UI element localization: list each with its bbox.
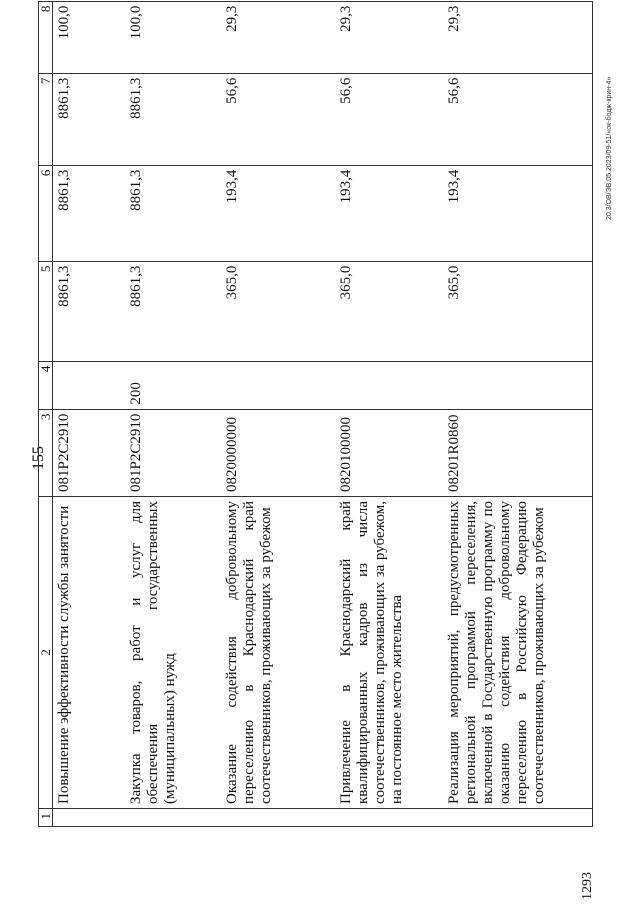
type-cell xyxy=(443,361,593,409)
table-row xyxy=(335,1,443,826)
table-row xyxy=(53,1,125,826)
value-cell: 8861,3 xyxy=(53,73,125,165)
column-header: 3 xyxy=(39,409,53,496)
column-header: 6 xyxy=(39,165,53,261)
value-cell: 8861,3 xyxy=(53,165,125,261)
code-cell: 0820000000 xyxy=(221,409,335,496)
value-cell: 193,4 xyxy=(335,165,443,261)
sheet-number: 1293 xyxy=(580,872,595,900)
code-cell: 081P2C2910 xyxy=(125,409,221,496)
budget-table xyxy=(38,1,593,827)
type-cell xyxy=(221,361,335,409)
page-number: 155 xyxy=(30,446,47,470)
row-number-cell xyxy=(221,809,335,827)
value-cell: 29,3 xyxy=(221,1,335,73)
value-cell: 193,4 xyxy=(221,165,335,261)
table-row xyxy=(125,1,221,826)
type-cell xyxy=(53,361,125,409)
column-header: 1 xyxy=(39,809,53,827)
column-header: 4 xyxy=(39,361,53,409)
value-cell: 365,0 xyxy=(335,261,443,361)
value-cell: 365,0 xyxy=(443,261,593,361)
description-cell: Привлечение в Краснодарский край квалифицированных кадров из числа соотечественников, проживающих за рубежом, на постоянное место жительства xyxy=(335,497,443,809)
table-row xyxy=(443,1,593,826)
code-cell: 08201R0860 xyxy=(443,409,593,496)
column-header: 2 xyxy=(39,497,53,809)
code-cell: 081P2C2910 xyxy=(53,409,125,496)
description-cell: Повышение эффективности службы занятости xyxy=(53,497,125,809)
column-header: 5 xyxy=(39,261,53,361)
value-cell: 29,3 xyxy=(335,1,443,73)
row-number-cell xyxy=(53,809,125,827)
value-cell: 56,6 xyxy=(443,73,593,165)
value-cell: 8861,3 xyxy=(125,73,221,165)
value-cell: 8861,3 xyxy=(125,165,221,261)
value-cell: 8861,3 xyxy=(53,261,125,361)
value-cell: 56,6 xyxy=(335,73,443,165)
value-cell: 56,6 xyxy=(221,73,335,165)
value-cell: 8861,3 xyxy=(125,261,221,361)
column-header: 8 xyxy=(39,1,53,73)
type-cell xyxy=(335,361,443,409)
code-cell: 0820100000 xyxy=(335,409,443,496)
row-number-cell xyxy=(125,809,221,827)
row-number-cell xyxy=(443,809,593,827)
value-cell: 100,0 xyxy=(53,1,125,73)
description-cell: Закупка товаров, работ и услуг для обеспечения государственных (муниципальных) нужд xyxy=(125,497,221,809)
description-cell: Оказание содействия добровольному переселению в Краснодарский край соотечественников, проживающих за рубежом xyxy=(221,497,335,809)
value-cell: 29,3 xyxy=(443,1,593,73)
value-cell: 365,0 xyxy=(221,261,335,361)
value-cell: 100,0 xyxy=(125,1,221,73)
type-cell: 200 xyxy=(125,361,221,409)
description-cell: Реализация мероприятий, предусмотренных региональной программой переселения, включенной в Государственную программу по оказанию содействия добровольному переселению в Российскую Федерацию соотечественников, проживающих за рубежом xyxy=(443,497,593,809)
column-header: 7 xyxy=(39,73,53,165)
value-cell: 193,4 xyxy=(443,165,593,261)
side-stamp: 20.3/ОВ/ЭВ.05.2023/09-51/«ок-бодж-крин-4» xyxy=(606,76,613,220)
table-row xyxy=(221,1,335,826)
table-header-row xyxy=(39,1,53,826)
row-number-cell xyxy=(335,809,443,827)
